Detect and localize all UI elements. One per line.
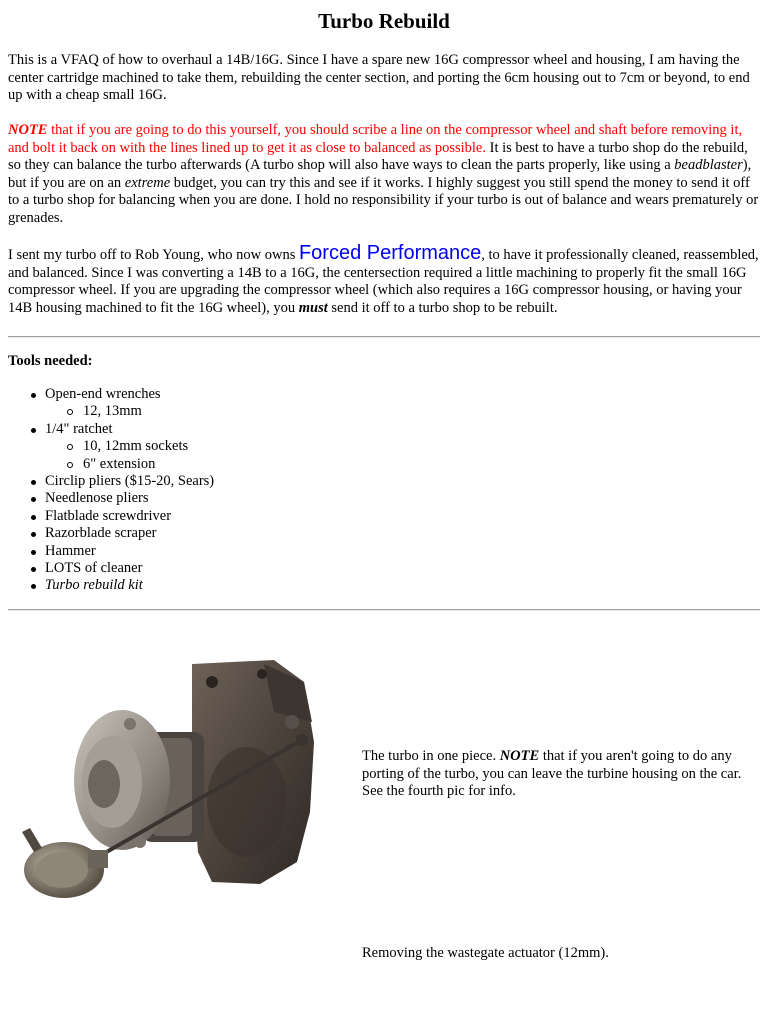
tool-subitem [8, 403, 214, 420]
tool-label: 12, 13mm [83, 403, 142, 420]
divider-2 [8, 609, 760, 611]
caption-1-note: NOTE [499, 748, 540, 764]
turbo-photo [12, 652, 332, 922]
caption-2: Removing the wastegate actuator (12mm). [362, 945, 609, 961]
extreme-text: extreme [124, 174, 171, 191]
tools-heading: Tools needed: [8, 353, 93, 369]
tool-item [8, 490, 214, 507]
tool-subitem [8, 438, 214, 455]
note-text-2: ), but if you are on an [8, 157, 752, 191]
tool-label: Razorblade scraper [45, 525, 157, 542]
note-paragraph [8, 122, 760, 227]
tool-label: Hammer [45, 542, 96, 559]
tool-item [8, 473, 214, 490]
tool-item [8, 543, 214, 560]
must-text: must [298, 299, 328, 316]
tool-label: Circlip pliers ($15-20, Sears) [45, 472, 215, 489]
caption-1-text-1: The turbo in one piece. [362, 748, 500, 764]
shop-text-3: send it off to a turbo shop to be rebuilt. [327, 299, 558, 316]
tool-item [8, 560, 214, 577]
turbo-photo-image [12, 652, 332, 922]
note-label: NOTE [8, 122, 48, 138]
note-text-3: budget, you can try this and see if it works. I highly suggest you still spend the money to send it off to a turbo shop for balancing when you are done. I hold no responsibility if your turbo is out of balance and wears prematurely or grenades. [8, 174, 759, 226]
tool-label: Flatblade screwdriver [45, 507, 172, 524]
tool-label: Needlenose pliers [45, 490, 149, 507]
note-text-1: It is best to have a turbo shop do the rebuild, so they can balance the turbo afterwards (A turbo shop will also have ways to clean the parts properly, like using a [8, 139, 748, 173]
tool-item [8, 508, 214, 525]
forced-performance-link[interactable]: Forced Performance [298, 242, 482, 264]
tool-label: 6" extension [83, 455, 156, 472]
tool-item [8, 386, 214, 403]
tool-label: LOTS of cleaner [45, 559, 143, 576]
tool-subitem [8, 456, 214, 473]
tool-item [8, 421, 214, 438]
tool-item [8, 577, 214, 594]
tools-list [8, 386, 214, 595]
page-title: Turbo Rebuild [318, 9, 450, 33]
tool-label: Open-end wrenches [45, 386, 161, 402]
tool-label: Turbo rebuild kit [45, 577, 143, 594]
shop-text-1: I sent my turbo off to Rob Young, who now owns [8, 247, 299, 263]
intro-paragraph: This is a VFAQ of how to overhaul a 14B/16G. Since I have a spare new 16G compressor wheel and housing, I am having the center cartridge machined to take them, rebuilding the center section, and porting the 6cm housing out to 7cm or beyond, to end up with a cheap small 16G. [8, 52, 750, 103]
caption-1-text-2: that if you aren't going to do any porting of the turbo, you can leave the turbine housing on the car. See the fourth pic for info. [362, 748, 742, 799]
tool-label: 10, 12mm sockets [83, 438, 189, 455]
shop-paragraph [8, 242, 760, 317]
tool-label: 1/4" ratchet [45, 420, 113, 437]
beadblaster-text: beadblaster [674, 157, 743, 173]
shop-text-2: , to have it professionally cleaned, reassembled, and balanced. Since I was converting a 14B to a 16G, the centersection required a little machining to properly fit the small 16G compressor wheel. If you are upgrading the compressor wheel (which also requires a 16G compressor housing, or having your 14B housing machined to fit the 16G wheel), you [8, 247, 759, 316]
note-red-text: that if you are going to do this yourself, you should scribe a line on the compressor wheel and shaft before removing it, and bolt it back on with the lines lined up to get it as close to balanced as possible. [8, 122, 743, 156]
divider-1 [8, 336, 760, 338]
tool-item [8, 525, 214, 542]
caption-1 [362, 748, 762, 801]
